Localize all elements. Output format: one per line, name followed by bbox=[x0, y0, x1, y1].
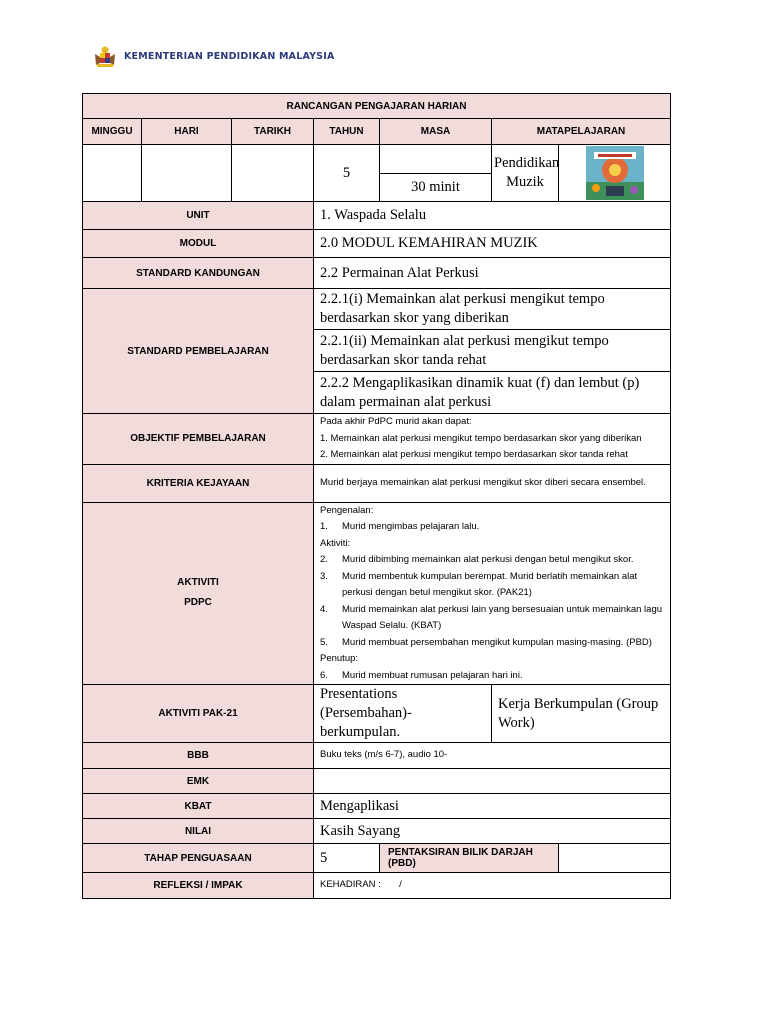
activity-step: 5. Murid membuat persembahan mengikut kumpulan masing-masing. (PBD) bbox=[320, 636, 652, 648]
col-matapelajaran: MATAPELAJARAN bbox=[492, 119, 671, 145]
header bbox=[92, 44, 335, 68]
aktiviti-label-line: AKTIVITI bbox=[177, 577, 219, 589]
col-hari: HARI bbox=[142, 119, 232, 145]
col-tahun: TAHUN bbox=[314, 119, 380, 145]
aktiviti-label-line: PDPC bbox=[184, 597, 212, 609]
col-masa: MASA bbox=[380, 119, 492, 145]
tahap-label: TAHAP PENGUASAAN bbox=[83, 844, 314, 873]
objektif-value bbox=[314, 414, 671, 465]
standard-kandungan-value: 2.2 Permainan Alat Perkusi bbox=[314, 258, 671, 289]
pbd-value bbox=[559, 844, 671, 873]
form-title: RANCANGAN PENGAJARAN HARIAN bbox=[83, 94, 671, 119]
bbb-value: Buku teks (m/s 6-7), audio 10- bbox=[314, 743, 671, 769]
objektif-item: 2. Memainkan alat perkusi mengikut tempo berdasarkan skor tanda rehat bbox=[320, 449, 628, 460]
kbat-label: KBAT bbox=[83, 794, 314, 819]
activity-step: 1. Murid mengimbas pelajaran lalu. bbox=[320, 521, 480, 532]
nilai-label: NILAI bbox=[83, 819, 314, 844]
tahun-value: 5 bbox=[314, 145, 380, 202]
kbat-value: Mengaplikasi bbox=[314, 794, 671, 819]
pak21-value-1: Presentations (Persembahan)-berkumpulan. bbox=[314, 685, 492, 743]
kriteria-value: Murid berjaya memainkan alat perkusi mengikut skor diberi secara ensembel. bbox=[314, 464, 671, 502]
activity-step: 2. Murid dibimbing memainkan alat perkusi dengan betul mengikut skor. bbox=[320, 554, 634, 565]
nilai-value: Kasih Sayang bbox=[314, 819, 671, 844]
objektif-intro: Pada akhir PdPC murid akan dapat: bbox=[320, 416, 472, 427]
refleksi-value: KEHADIRAN : / bbox=[314, 873, 671, 899]
objektif-item: 1. Memainkan alat perkusi mengikut tempo berdasarkan skor yang diberikan bbox=[320, 432, 642, 444]
col-tarikh: TARIKH bbox=[232, 119, 314, 145]
pbd-label: PENTAKSIRAN BILIK DARJAH (PBD) bbox=[380, 844, 559, 873]
lesson-plan-table bbox=[82, 93, 671, 899]
bbb-label: BBB bbox=[83, 743, 314, 769]
pak21-value-2: Kerja Berkumpulan (Group Work) bbox=[492, 685, 671, 743]
aktiviti-label bbox=[83, 502, 314, 685]
masa-value: 30 minit bbox=[380, 173, 492, 202]
activity-step: 4. Murid memainkan alat perkusi lain yang bersesuaian untuk memainkan lagu Waspad Selalu. (KBAT) bbox=[320, 603, 663, 631]
ministry-name: KEMENTERIAN PENDIDIKAN MALAYSIA bbox=[124, 50, 335, 62]
standard-pembelajaran-item: 2.2.1(ii) Memainkan alat perkusi mengikut tempo berdasarkan skor tanda rehat bbox=[314, 330, 671, 372]
kriteria-label: KRITERIA KEJAYAAN bbox=[83, 464, 314, 502]
refleksi-label: REFLEKSI / IMPAK bbox=[83, 873, 314, 899]
aktiviti-heading: Aktiviti: bbox=[320, 537, 351, 549]
standard-pembelajaran-item: 2.2.1(i) Memainkan alat perkusi mengikut tempo berdasarkan skor yang diberikan bbox=[314, 289, 671, 330]
subject-cover-cell bbox=[559, 145, 671, 202]
unit-value: 1. Waspada Selalu bbox=[314, 202, 671, 230]
modul-label: MODUL bbox=[83, 230, 314, 258]
subject-value: Pendidikan Muzik bbox=[492, 145, 559, 202]
tahap-value: 5 bbox=[314, 844, 380, 873]
emk-label: EMK bbox=[83, 769, 314, 794]
activity-step: 3. Murid membentuk kumpulan berempat. Murid berlatih memainkan alat perkusi dengan betul mengikut skor. (PAK21) bbox=[320, 570, 638, 598]
coat-of-arms-icon bbox=[92, 44, 118, 68]
minggu-value bbox=[83, 145, 142, 202]
tarikh-value bbox=[232, 145, 314, 202]
pak21-label: AKTIVITI PAK-21 bbox=[83, 685, 314, 743]
unit-label: UNIT bbox=[83, 202, 314, 230]
hari-value bbox=[142, 145, 232, 202]
activity-step: 6. Murid membuat rumusan pelajaran hari ini. bbox=[320, 669, 523, 681]
pengenalan-heading: Pengenalan: bbox=[320, 504, 374, 516]
objektif-label: OBJEKTIF PEMBELAJARAN bbox=[83, 414, 314, 465]
modul-value: 2.0 MODUL KEMAHIRAN MUZIK bbox=[314, 230, 671, 258]
standard-pembelajaran-label: STANDARD PEMBELAJARAN bbox=[83, 289, 314, 414]
aktiviti-value bbox=[314, 502, 671, 685]
col-minggu: MINGGU bbox=[83, 119, 142, 145]
standard-kandungan-label: STANDARD KANDUNGAN bbox=[83, 258, 314, 289]
masa-top-cell bbox=[380, 145, 492, 174]
standard-pembelajaran-item: 2.2.2 Mengaplikasikan dinamik kuat (f) dan lembut (p) dalam permainan alat perkusi bbox=[314, 372, 671, 414]
emk-value bbox=[314, 769, 671, 794]
textbook-cover-image bbox=[586, 146, 644, 200]
penutup-heading: Penutup: bbox=[320, 653, 359, 664]
